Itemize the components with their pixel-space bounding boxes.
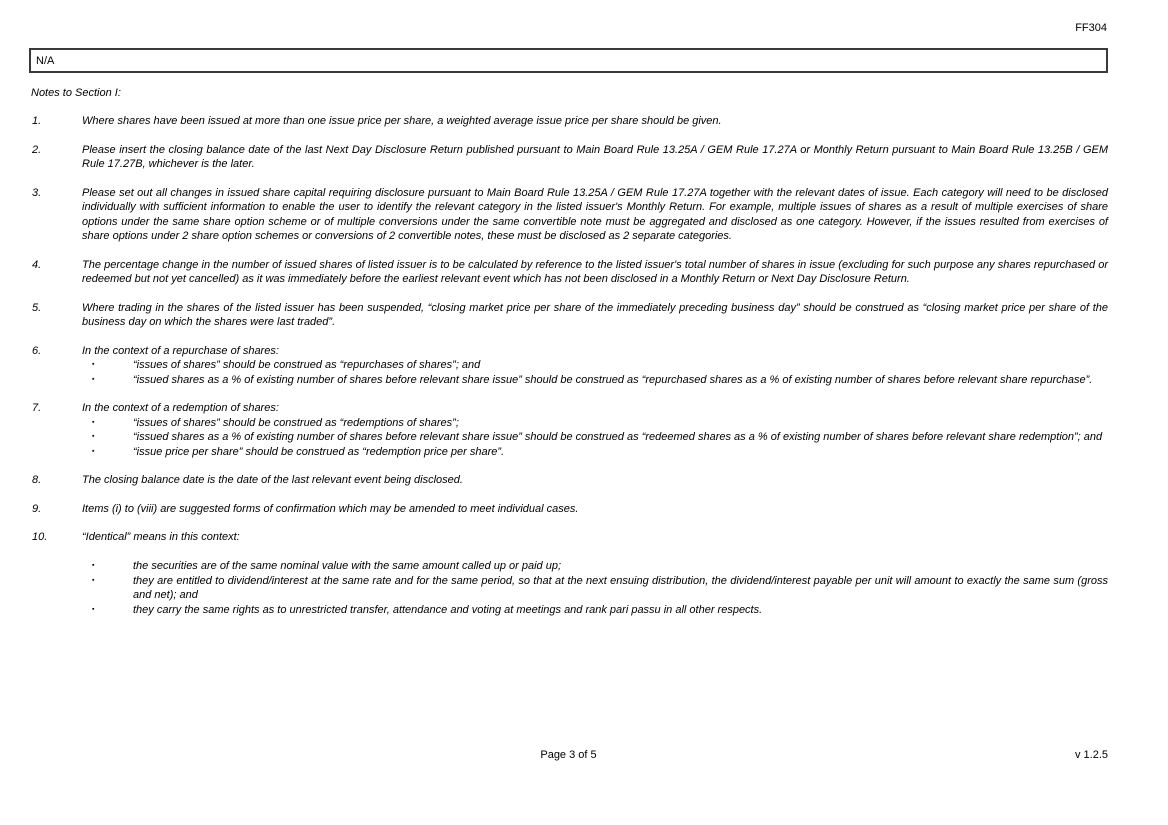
bullet-square-icon: ▪ (92, 418, 95, 426)
bullet-text: “issue price per share” should be construed as “redemption price per share”. (133, 445, 505, 458)
note-item (32, 473, 1108, 488)
note-text: In the context of a repurchase of shares: (82, 344, 279, 357)
note-item (32, 344, 1108, 388)
note-text: Please set out all changes in issued share capital requiring disclosure pursuant to Main Board Rule 13.25A / GEM Rule 17.27A together with the relevant dates of issue. Each category will need to be disclosed individually with sufficient information to enable the user to identify the relevant category in the listed issuer's Monthly Return. For example, multiple issues of shares as a result of multiple exercises of share options under the same share option scheme or of multiple conversions under the same convertible note must be aggregated and disclosed as one category. However, if the issues resulted from exercises of share options under 2 share option schemes or conversions of 2 convertible notes, these must be disclosed as 2 separate categories. (82, 186, 1108, 242)
note-number: 8. (32, 474, 42, 486)
bullet-item (82, 416, 1108, 431)
note-body (82, 473, 1108, 488)
bullet-square-icon: ▪ (92, 433, 95, 440)
page-footer (29, 748, 1108, 762)
note-body (82, 344, 1108, 388)
bullet-text: “issues of shares” should be construed as “repurchases of shares”; and (133, 359, 481, 371)
note-number: 3. (32, 186, 42, 199)
note-body (82, 301, 1108, 330)
note-text: Where shares have been issued at more than one issue price per share, a weighted average issue price per share should be given. (82, 115, 722, 127)
note-item (32, 258, 1108, 287)
note-body (82, 502, 1108, 517)
note-text: The closing balance date is the date of the last relevant event being disclosed. (82, 474, 463, 486)
bullet-text: “issues of shares” should be construed as “redemptions of shares”; (133, 416, 459, 429)
note-item (32, 530, 1108, 617)
note-body (82, 530, 1108, 617)
document-content (29, 48, 1108, 631)
bullet-list (82, 358, 1108, 387)
note-body (82, 143, 1108, 172)
note-item (32, 143, 1108, 172)
note-body (82, 186, 1108, 244)
bullet-square-icon: ▪ (92, 361, 95, 368)
note-item (32, 401, 1108, 459)
bullet-square-icon: ▪ (92, 375, 95, 383)
note-number: 5. (32, 301, 42, 314)
note-item (32, 114, 1108, 129)
notes-list (32, 114, 1108, 617)
bullet-item (82, 358, 1108, 373)
note-number: 4. (32, 258, 42, 271)
note-number: 7. (32, 402, 42, 414)
note-number: 2. (32, 143, 42, 156)
note-text: “Identical” means in this context: (82, 531, 240, 543)
note-item (32, 502, 1108, 517)
note-number: 9. (32, 502, 42, 515)
na-input-box[interactable] (29, 48, 1108, 73)
note-body (82, 401, 1108, 459)
form-code: FF304 (1075, 22, 1107, 34)
note-item (32, 301, 1108, 330)
section-heading: Notes to Section I: (31, 87, 121, 99)
bullet-text: the securities are of the same nominal value with the same amount called up or paid up; (133, 560, 562, 572)
bullet-item (82, 574, 1108, 603)
note-body (82, 258, 1108, 287)
note-item (32, 186, 1108, 244)
note-text: Where trading in the shares of the listed issuer has been suspended, “closing market price per share of the immediately preceding business day” should be construed as “closing market price per share of the business day on which the shares were last traded”. (82, 301, 1108, 328)
bullet-item (82, 430, 1108, 445)
note-text: In the context of a redemption of shares: (82, 402, 279, 414)
bullet-text: “issued shares as a % of existing number of shares before relevant share issue” should be construed as “redeemed shares as a % of existing number of shares before relevant share redemption”; and (133, 431, 1103, 443)
note-number: 6. (32, 344, 42, 357)
bullet-list (82, 416, 1108, 460)
bullet-square-icon: ▪ (92, 576, 95, 584)
bullet-square-icon: ▪ (92, 447, 95, 455)
bullet-item (82, 559, 1108, 574)
version-label: v 1.2.5 (1074, 749, 1108, 761)
note-number: 1. (32, 115, 42, 127)
na-value: N/A (36, 54, 55, 67)
note-body (82, 114, 1108, 129)
bullet-text: they carry the same rights as to unrestricted transfer, attendance and voting at meetings and rank pari passu in all other respects. (133, 603, 763, 616)
bullet-text: they are entitled to dividend/interest at the same rate and for the same period, so that at the next ensuing distribution, the dividend/interest payable per unit will amount to exactly the same sum (gross and net); and (133, 574, 1108, 601)
bullet-square-icon: ▪ (92, 562, 95, 569)
bullet-square-icon: ▪ (92, 605, 95, 613)
bullet-item (82, 373, 1108, 388)
bullet-item (82, 603, 1108, 618)
note-text: Please insert the closing balance date of the last Next Day Disclosure Return published pursuant to Main Board Rule 13.25A / GEM Rule 17.27A or Monthly Return pursuant to Main Board Rule 13.25B / GEM Rule 17.27B, whichever is the later. (82, 143, 1108, 170)
note-text: The percentage change in the number of issued shares of listed issuer is to be calculated by reference to the listed issuer's total number of shares in issue (excluding for such purpose any shares repurchased or redeemed but not yet cancelled) as it was immediately before the earliest relevant event which has not been disclosed in a Monthly Return or Next Day Disclosure Return. (82, 258, 1108, 285)
bullet-item (82, 445, 1108, 460)
note-number: 10. (32, 531, 48, 543)
page-indicator: Page 3 of 5 (540, 749, 597, 761)
note-text: Items (i) to (viii) are suggested forms of confirmation which may be amended to meet individual cases. (82, 502, 579, 515)
bullet-text: “issued shares as a % of existing number of shares before relevant share issue” should be construed as “repurchased shares as a % of existing number of shares before relevant share repurchase”. (133, 373, 1093, 386)
bullet-list (82, 559, 1108, 617)
